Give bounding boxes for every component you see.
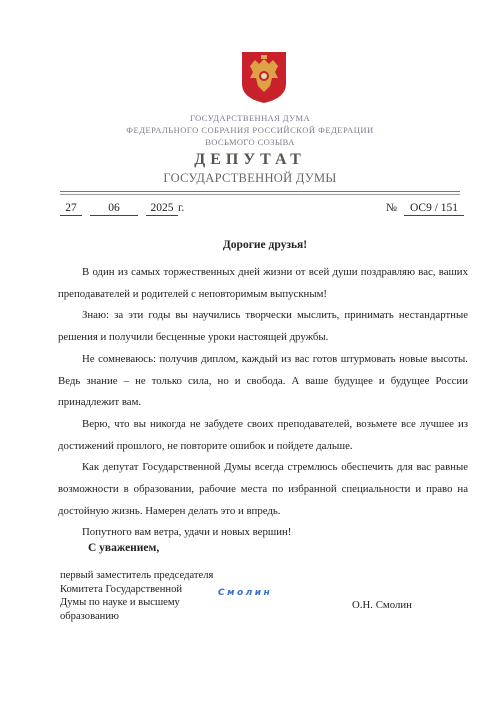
date-number-line bbox=[60, 202, 464, 218]
header-convocation-line: ВОСЬМОГО СОЗЫВА bbox=[205, 137, 295, 147]
header-divider-thin bbox=[60, 194, 460, 195]
handwritten-signature: Смолин bbox=[218, 588, 273, 598]
letter-greeting: Дорогие друзья! bbox=[222, 239, 308, 251]
signatory-position-line: первый заместитель председателя bbox=[60, 570, 214, 581]
state-emblem-icon bbox=[240, 50, 288, 104]
document-number: ОС9 / 151 bbox=[404, 202, 464, 216]
header-duma-line: ГОСУДАРСТВЕННАЯ ДУМА bbox=[190, 113, 310, 123]
letter-paragraph: Как депутат Государственной Думы всегда стремлюсь обеспечить для вас равные возможности в образовании, рабочие места по избранной специальности и право на достойную жизнь. Намерен делать это и впредь. bbox=[58, 461, 468, 517]
letter-paragraph: Верю, что вы никогда не забудете своих преподавателей, возьмете все лучшее из достижений прошлого, не повторите ошибок и пойдете дальше. bbox=[58, 417, 468, 452]
header-assembly-line: ФЕДЕРАЛЬНОГО СОБРАНИЯ РОССИЙСКОЙ ФЕДЕРАЦИИ bbox=[126, 125, 374, 135]
header-title: ДЕПУТАТ bbox=[194, 151, 306, 168]
letter-body bbox=[58, 262, 468, 544]
letter-paragraph: Попутного вам ветра, удачи и новых вершин! bbox=[82, 526, 292, 539]
letter-paragraph: В один из самых торжественных дней жизни от всей души поздравляю вас, ваших преподавателей и родителей с неповторимым выпускным! bbox=[58, 266, 468, 300]
signatory-name: О.Н. Смолин bbox=[352, 599, 412, 611]
letter-paragraph: Не сомневаюсь: получив диплом, каждый из вас готов штурмовать новые высоты. Ведь знание – не только сила, но и свобода. А ваше будущее и будущее России принадлежит вам. bbox=[58, 352, 468, 409]
letter-paragraph: Знаю: за эти годы вы научились творчески мыслить, принимать нестандартные решения и получили бесценные уроки настоящей дружбы. bbox=[58, 309, 468, 344]
date-month: 06 bbox=[90, 202, 138, 216]
date-year: 2025 bbox=[146, 202, 178, 216]
date-year-suffix: г. bbox=[178, 202, 185, 214]
header-divider bbox=[60, 191, 460, 192]
letter-closing: С уважением, bbox=[88, 542, 160, 554]
header-subtitle: ГОСУДАРСТВЕННОЙ ДУМЫ bbox=[163, 171, 337, 185]
document-number-label: № bbox=[386, 202, 397, 214]
signatory-position-line: Думы по науке и высшему bbox=[60, 597, 180, 608]
signatory-position-line: Комитета Государственной bbox=[60, 583, 183, 595]
date-day: 27 bbox=[60, 202, 82, 216]
signatory-position-line: образованию bbox=[60, 610, 119, 622]
signatory-position bbox=[60, 569, 213, 623]
